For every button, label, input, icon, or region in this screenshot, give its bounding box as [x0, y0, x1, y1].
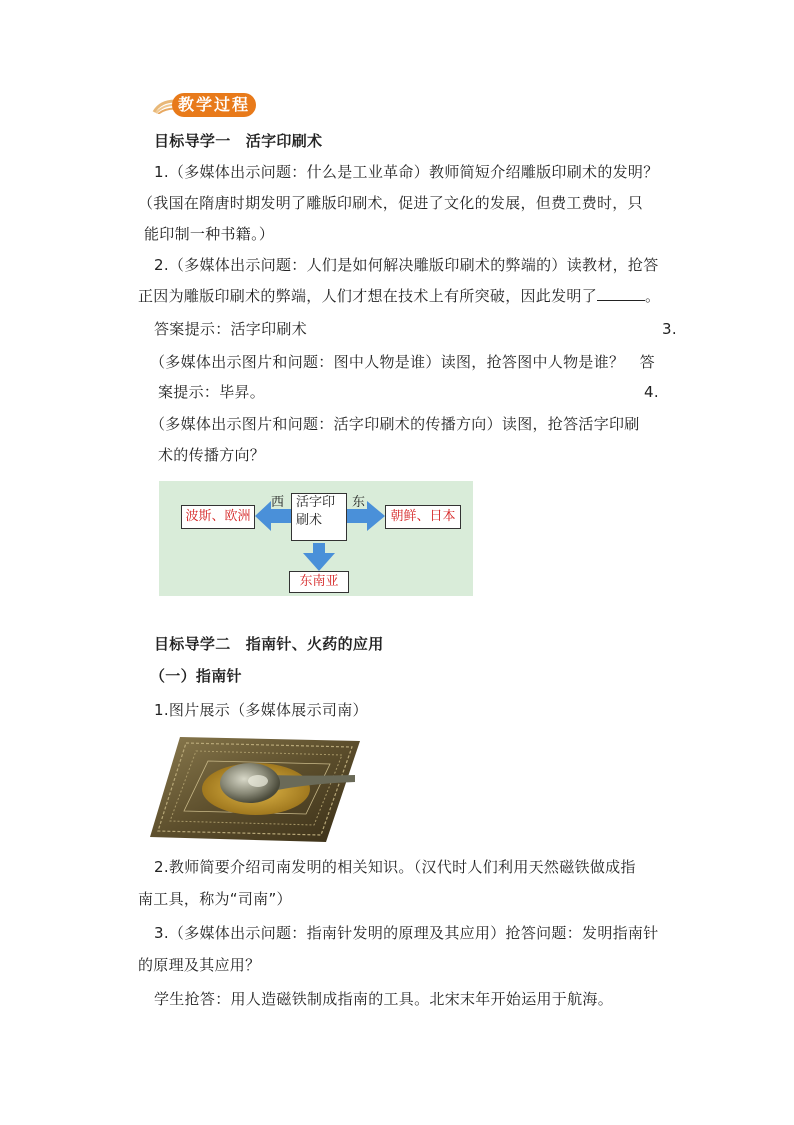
- paragraph-line: 术的传播方向？: [158, 446, 266, 464]
- west-label: 西: [271, 495, 285, 510]
- item-number: 4.: [644, 383, 659, 401]
- sinan-compass-image: [150, 737, 360, 842]
- paragraph-line: （多媒体出示图片和问题：图中人物是谁）读图，抢答图中人物是谁？ 答: [150, 353, 655, 371]
- paragraph-line: 1.（多媒体出示问题：什么是工业革命）教师简短介绍雕版印刷术的发明？: [154, 163, 659, 181]
- spread-diagram: [159, 481, 473, 596]
- paragraph-line: 3.（多媒体出示问题：指南针发明的原理及其应用）抢答问题：发明指南针: [154, 924, 659, 942]
- center-box: [291, 493, 347, 541]
- answer-blank: [597, 286, 645, 301]
- paragraph-text: 正因为雕版印刷术的弊端，人们才想在技术上有所突破，因此发明了: [138, 287, 598, 305]
- student-answer: 学生抢答：用人造磁铁制成指南的工具。北宋末年开始运用于航海。: [154, 990, 614, 1008]
- paragraph-line: 能印制一种书籍。）: [144, 225, 275, 243]
- east-target-box: 朝鲜、日本: [385, 505, 461, 529]
- paragraph-line: （多媒体出示图片和问题：活字印刷术的传播方向）读图，抢答活字印刷: [150, 415, 640, 433]
- paragraph-line: 2.教师简要介绍司南发明的相关知识。（汉代时人们利用天然磁铁做成指: [154, 858, 636, 876]
- center-line2: 刷术: [296, 513, 323, 528]
- section2-subheading: （一）指南针: [150, 667, 242, 685]
- paragraph-line: （我国在隋唐时期发明了雕版印刷术，促进了文化的发展，但费工费时，只: [138, 194, 643, 212]
- paragraph-line: 南工具，称为“司南”）: [138, 890, 292, 908]
- south-arrow: [303, 543, 335, 571]
- west-target-box: 波斯、欧洲: [181, 505, 255, 529]
- answer-hint: 案提示：毕昇。: [158, 383, 266, 401]
- item-number: 3.: [662, 320, 677, 338]
- section2-heading: 目标导学二 指南针、火药的应用: [154, 635, 384, 653]
- east-label: 东: [352, 495, 366, 510]
- center-line1: 活字印: [296, 495, 336, 510]
- south-target-box: 东南亚: [289, 571, 349, 593]
- paragraph-line: 的原理及其应用？: [138, 956, 261, 974]
- answer-hint: 答案提示：活字印刷术: [154, 320, 308, 338]
- section-badge: [152, 88, 262, 122]
- paragraph-end: 。: [645, 287, 661, 305]
- paragraph-line-with-blank: [138, 286, 660, 306]
- badge-label: 教学过程: [172, 93, 256, 117]
- section1-heading: 目标导学一 活字印刷术: [154, 132, 323, 150]
- paragraph-line: 1.图片展示（多媒体展示司南）: [154, 701, 368, 719]
- paragraph-line: 2.（多媒体出示问题：人们是如何解决雕版印刷术的弊端的）读教材，抢答: [154, 256, 659, 274]
